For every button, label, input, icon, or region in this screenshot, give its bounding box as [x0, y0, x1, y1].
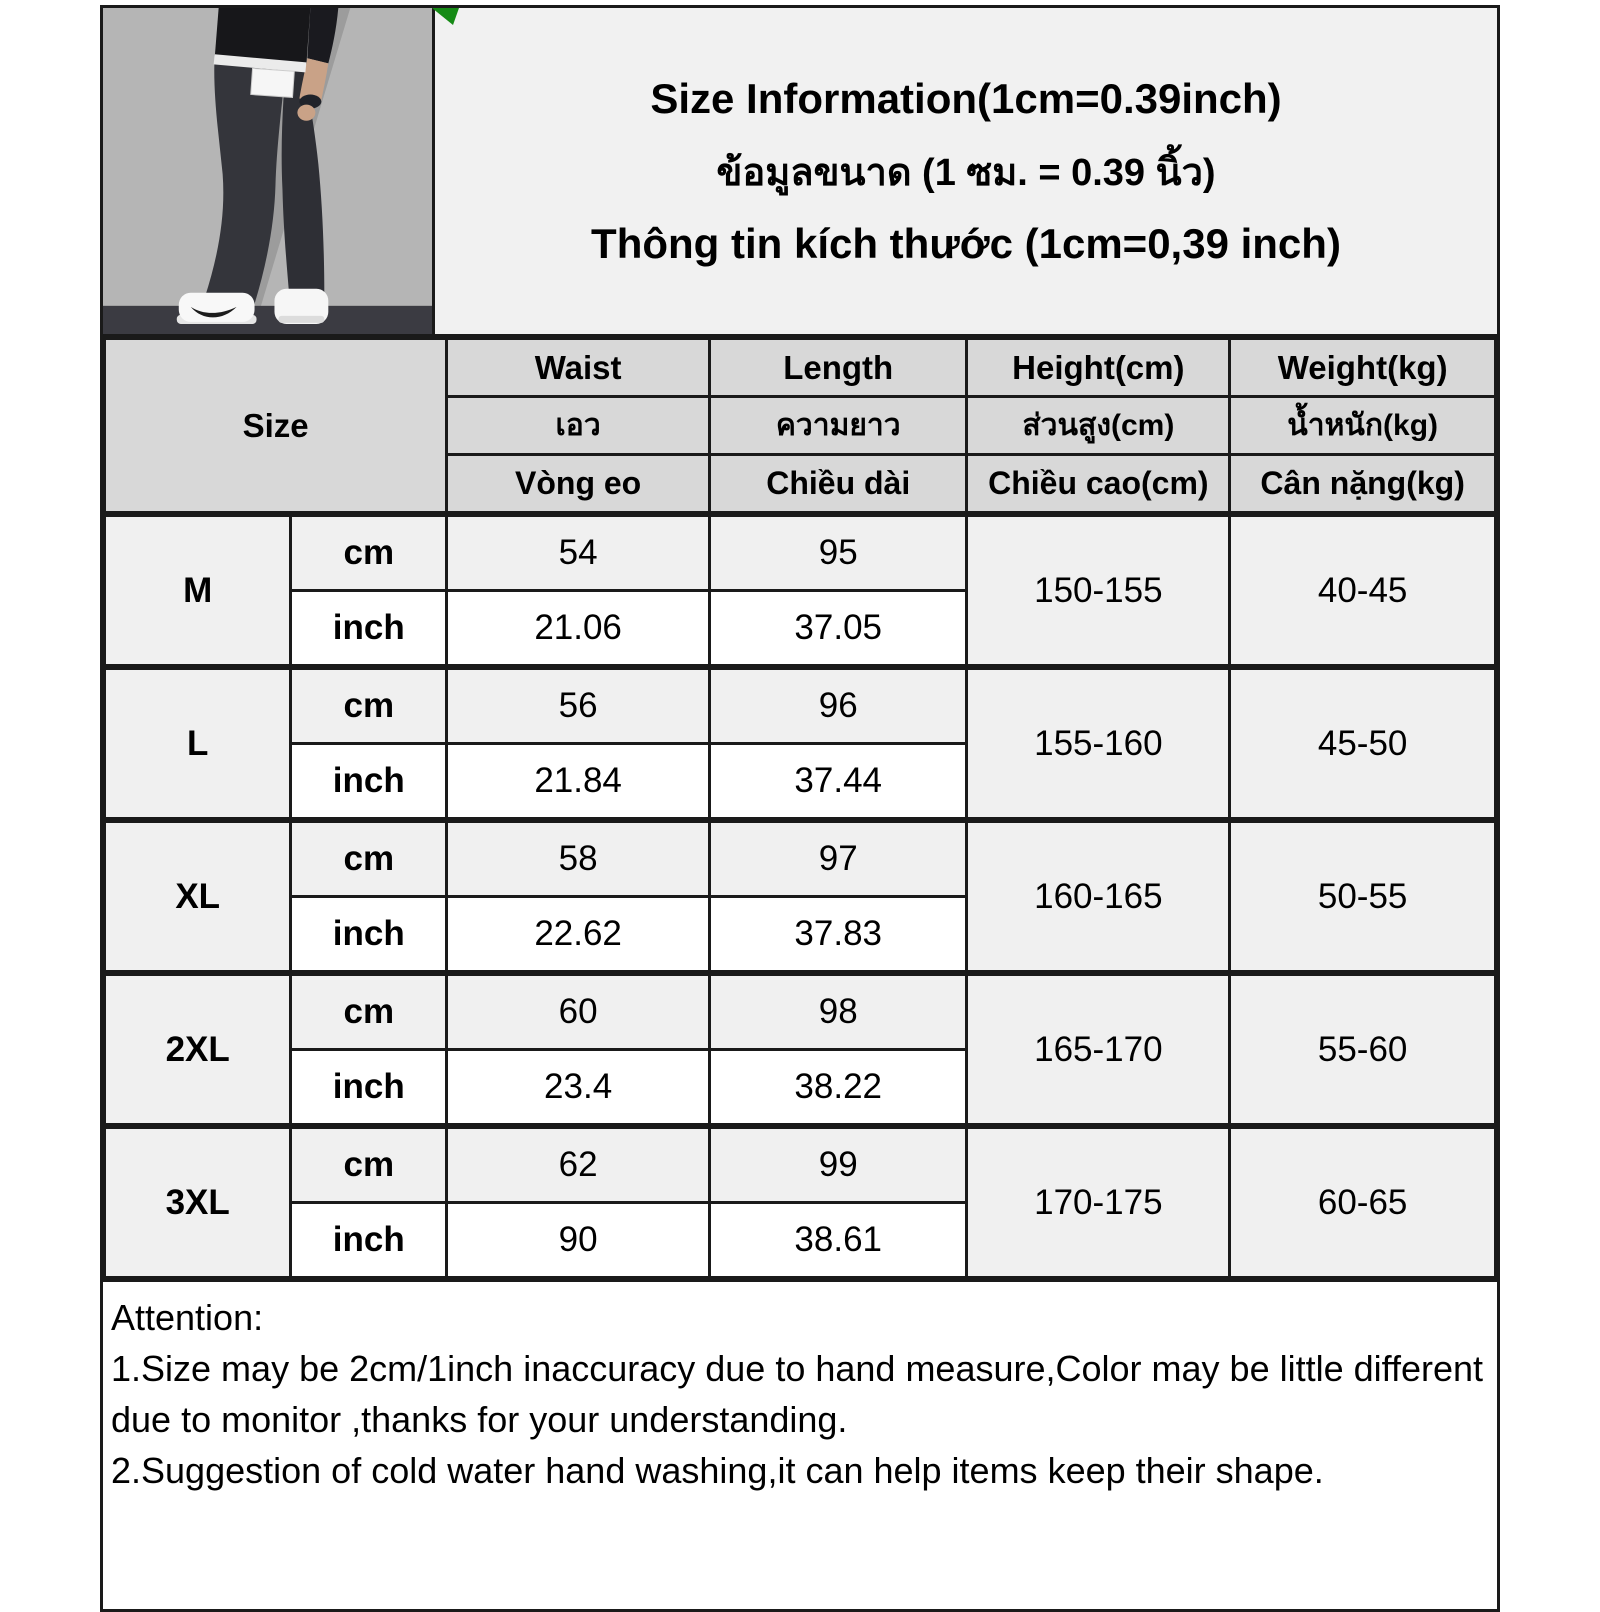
- attention-heading: Attention:: [111, 1297, 264, 1338]
- height-xl: 160-165: [967, 820, 1230, 973]
- length-cm-xl: 97: [710, 820, 967, 897]
- waist-inch-2xl: 23.4: [447, 1050, 710, 1127]
- length-inch-3xl: 38.61: [710, 1203, 967, 1278]
- height-3xl: 170-175: [967, 1126, 1230, 1278]
- size-chart-sheet: [100, 5, 1500, 1612]
- unit-cm-l: cm: [291, 667, 447, 744]
- waist-cm-xl: 58: [447, 820, 710, 897]
- unit-inch-l: inch: [291, 744, 447, 821]
- length-inch-xl: 37.83: [710, 897, 967, 974]
- unit-inch-m: inch: [291, 591, 447, 668]
- header-height-th: ส่วนสูง(cm): [967, 397, 1230, 455]
- header-size: Size: [105, 339, 447, 515]
- length-inch-2xl: 38.22: [710, 1050, 967, 1127]
- size-label-xl: XL: [105, 820, 291, 973]
- attention-item-2: 2.Suggestion of cold water hand washing,it can help items keep their shape.: [111, 1450, 1324, 1492]
- header-length-vi: Chiều dài: [710, 455, 967, 515]
- top-section: [103, 8, 1497, 337]
- length-cm-l: 96: [710, 667, 967, 744]
- waist-cm-3xl: 62: [447, 1126, 710, 1203]
- title-line-en: Size Information(1cm=0.39inch): [650, 74, 1282, 122]
- weight-m: 40-45: [1230, 514, 1496, 667]
- unit-inch-xl: inch: [291, 897, 447, 974]
- unit-inch-2xl: inch: [291, 1050, 447, 1127]
- unit-cm-2xl: cm: [291, 973, 447, 1050]
- size-info-title: [435, 8, 1497, 334]
- product-photo: [103, 8, 435, 334]
- header-waist-th: เอว: [447, 397, 710, 455]
- header-waist-en: Waist: [447, 339, 710, 397]
- attention-box: [103, 1279, 1497, 1609]
- waist-inch-xl: 22.62: [447, 897, 710, 974]
- header-length-en: Length: [710, 339, 967, 397]
- model-photo-illustration: [103, 8, 432, 334]
- weight-3xl: 60-65: [1230, 1126, 1496, 1278]
- size-label-l: L: [105, 667, 291, 820]
- header-height-vi: Chiều cao(cm): [967, 455, 1230, 515]
- unit-cm-m: cm: [291, 514, 447, 591]
- weight-l: 45-50: [1230, 667, 1496, 820]
- waist-cm-l: 56: [447, 667, 710, 744]
- title-line-th: ข้อมูลขนาด (1 ซม. = 0.39 นิ้ว): [716, 151, 1216, 194]
- size-table: [103, 337, 1497, 1279]
- title-line-vi: Thông tin kích thước (1cm=0,39 inch): [591, 219, 1341, 267]
- weight-xl: 50-55: [1230, 820, 1496, 973]
- size-label-m: M: [105, 514, 291, 667]
- waist-cm-m: 54: [447, 514, 710, 591]
- header-weight-th: น้ำหนัก(kg): [1230, 397, 1496, 455]
- unit-cm-xl: cm: [291, 820, 447, 897]
- waist-inch-3xl: 90: [447, 1203, 710, 1278]
- waist-inch-l: 21.84: [447, 744, 710, 821]
- size-label-2xl: 2XL: [105, 973, 291, 1126]
- length-cm-2xl: 98: [710, 973, 967, 1050]
- header-height-en: Height(cm): [967, 339, 1230, 397]
- unit-cm-3xl: cm: [291, 1126, 447, 1203]
- length-cm-3xl: 99: [710, 1126, 967, 1203]
- height-2xl: 165-170: [967, 973, 1230, 1126]
- header-length-th: ความยาว: [710, 397, 967, 455]
- length-inch-m: 37.05: [710, 591, 967, 668]
- header-waist-vi: Vòng eo: [447, 455, 710, 515]
- size-label-3xl: 3XL: [105, 1126, 291, 1278]
- header-weight-en: Weight(kg): [1230, 339, 1496, 397]
- unit-inch-3xl: inch: [291, 1203, 447, 1278]
- waist-cm-2xl: 60: [447, 973, 710, 1050]
- weight-2xl: 55-60: [1230, 973, 1496, 1126]
- waist-inch-m: 21.06: [447, 591, 710, 668]
- attention-item-1: 1.Size may be 2cm/1inch inaccuracy due to hand measure,Color may be little different due to monitor ,thanks for your understanding.: [111, 1348, 1484, 1441]
- corner-ribbon-icon: [432, 8, 459, 25]
- header-weight-vi: Cân nặng(kg): [1230, 455, 1496, 515]
- height-m: 150-155: [967, 514, 1230, 667]
- height-l: 155-160: [967, 667, 1230, 820]
- length-inch-l: 37.44: [710, 744, 967, 821]
- length-cm-m: 95: [710, 514, 967, 591]
